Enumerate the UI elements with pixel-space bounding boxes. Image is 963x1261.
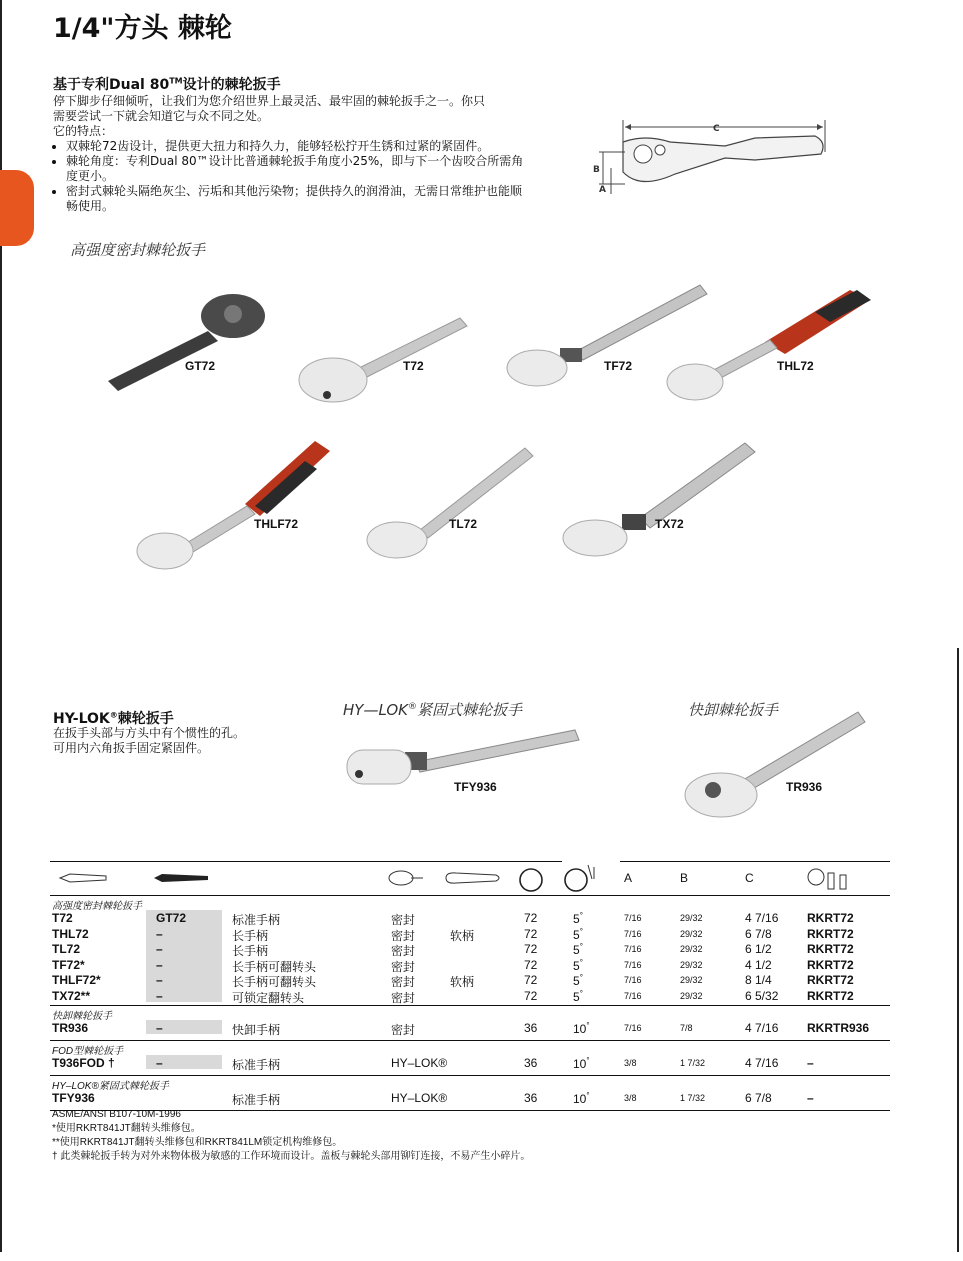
feature-item: • 双棘轮72齿设计，提供更大扭力和持久力，能够轻松拧开生锈和过紧的紧固件。 — [66, 139, 533, 154]
table-cell-handle: 快卸手柄 — [232, 1023, 281, 1037]
header-sealed-head-icon — [387, 869, 425, 887]
ratchet-tl72-image — [365, 440, 540, 560]
table-cell-a: 7/16 — [624, 1023, 642, 1033]
intro-body — [53, 94, 533, 214]
table-cell-model: THL72 — [52, 926, 89, 941]
intro-line-2: 需要尝试一下就会知道它与众不同之处。 — [53, 109, 270, 123]
table-cell-handle: 标准手柄 — [232, 1058, 281, 1072]
table-cell-alt: – — [156, 1021, 163, 1035]
section-tab-marker — [0, 170, 34, 246]
table-cell-seal: 密封 — [391, 928, 416, 943]
table-cell-seal: 密封 — [391, 975, 416, 989]
ratchet-thlf72-image — [135, 436, 335, 571]
table-cell-c: 6 5/32 — [745, 988, 779, 1003]
table-cell-handle: 长手柄可翻转头 — [232, 975, 317, 989]
hylok-body — [53, 726, 245, 756]
table-cell-angle: 10° — [573, 1091, 590, 1106]
table-cell-c: 4 7/16 — [745, 1021, 779, 1035]
table-cell-model: TL72 — [52, 942, 81, 956]
table-cell-seal: 密封 — [391, 913, 416, 927]
table-cell-teeth: 72 — [524, 942, 538, 956]
table-cell-grip: 软柄 — [450, 975, 475, 989]
feature-item: • 棘轮角度：专利Dual 80™设计比普通棘轮扳手角度小25%，即与下一个齿咬合所需角度更小。 — [66, 154, 533, 184]
table-cell-a: 7/16 — [624, 944, 642, 954]
table-cell-a: 7/16 — [624, 975, 642, 985]
page-border-right — [957, 648, 959, 1252]
hylok-line-1: 在扳手头部与方头中有个惯性的孔。 — [53, 726, 246, 740]
table-cell-angle: 5° — [573, 988, 583, 1004]
table-cell-b: 29/32 — [680, 975, 703, 985]
table-cell-seal: 密封 — [391, 1023, 416, 1037]
tool-label-tfy936: TFY936 — [454, 780, 497, 794]
ratchet-t72-image — [295, 310, 475, 410]
quick-release-subhead: 快卸棘轮扳手 — [688, 701, 779, 719]
spec-table — [50, 861, 890, 1111]
header-col-a: A — [624, 871, 633, 885]
hylok-subhead: HY—LOK®紧固式棘轮扳手 — [343, 701, 522, 719]
table-cell-model: T72 — [52, 911, 73, 925]
intro-title: 基于专利Dual 80™设计的棘轮扳手 — [53, 76, 281, 93]
header-soft-grip-icon — [442, 869, 504, 887]
table-cell-alt: GT72 — [156, 911, 187, 925]
table-cell-handle: 可锁定翻转头 — [232, 990, 305, 1005]
header-teeth-icon — [518, 867, 544, 893]
dimension-diagram — [585, 112, 835, 202]
table-cell-model: THLF72* — [52, 973, 101, 987]
table-cell-b: 29/32 — [680, 944, 703, 954]
footnotes — [52, 1108, 530, 1164]
header-col-c: C — [745, 871, 754, 885]
table-cell-teeth: 36 — [524, 1056, 538, 1070]
hylok-title: HY-LOK®棘轮扳手 — [53, 710, 174, 727]
table-cell-alt: – — [156, 988, 163, 1003]
table-cell-teeth: 72 — [524, 957, 538, 972]
feature-list — [53, 139, 533, 214]
table-cell-b: 1 7/32 — [680, 1093, 706, 1103]
table-group-title: HY–LOK®紧固式棘轮扳手 — [52, 1081, 169, 1092]
hylok-line-2: 可用内六角扳手固定紧固件。 — [53, 741, 210, 755]
table-cell-b: 29/32 — [680, 913, 703, 923]
table-cell-angle: 5° — [573, 942, 583, 957]
feature-item: • 密封式棘轮头隔绝灰尘、污垢和其他污染物；提供持久的润滑油，无需日常维护也能顺畅使用。 — [66, 184, 533, 214]
header-col-b: B — [680, 871, 689, 885]
table-cell-teeth: 72 — [524, 911, 538, 925]
table-group-title: FOD型棘轮扳手 — [52, 1046, 124, 1057]
footnote-dagger: † 此类棘轮扳手转为对外来物体极为敏感的工作环境而设计。盖板与棘轮头部用铆钉连接，不易产生小碎片。 — [52, 1151, 531, 1162]
table-cell-c: 6 7/8 — [745, 1091, 772, 1105]
table-cell-teeth: 36 — [524, 1091, 538, 1105]
table-cell-angle: 5° — [573, 957, 583, 973]
table-cell-kit: RKRT72 — [807, 942, 854, 956]
table-cell-seal: 密封 — [391, 990, 416, 1005]
footnote-double-star: **使用RKRT841JT翻转头维修包和RKRT841LM锁定机构维修包。 — [52, 1137, 343, 1148]
table-cell-kit: RKRT72 — [807, 988, 854, 1003]
table-group-title: 高强度密封棘轮扳手 — [52, 901, 142, 912]
table-cell-alt: – — [156, 1056, 163, 1070]
table-cell-c: 4 7/16 — [745, 911, 779, 925]
table-cell-kit: RKRT72 — [807, 926, 854, 941]
table-cell-seal: 密封 — [391, 944, 416, 958]
dim-label-a: A — [599, 185, 606, 195]
section-heading-sealed: 高强度密封棘轮扳手 — [70, 241, 206, 259]
table-cell-handle: 标准手柄 — [232, 913, 281, 927]
table-cell-c: 4 1/2 — [745, 957, 772, 972]
table-cell-model: TX72** — [52, 988, 91, 1003]
table-cell-kit: RKRT72 — [807, 957, 854, 972]
table-cell-handle: 长手柄可翻转头 — [232, 959, 317, 974]
table-cell-teeth: 36 — [524, 1021, 538, 1035]
table-cell-seal: 密封 — [391, 959, 416, 974]
ratchet-tx72-image — [560, 438, 760, 563]
table-cell-kit: RKRT72 — [807, 973, 854, 987]
tool-label-tf72: TF72 — [604, 359, 633, 373]
tool-label-tx72: TX72 — [655, 517, 684, 531]
header-gunmetal-ratchet-icon — [152, 871, 210, 885]
table-cell-angle: 5° — [573, 926, 583, 942]
table-cell-b: 29/32 — [680, 990, 703, 1001]
ratchet-thl72-image — [665, 282, 875, 407]
footnote-single-star: *使用RKRT841JT翻转头维修包。 — [52, 1123, 201, 1134]
ratchet-gt72-image — [98, 286, 278, 396]
tool-label-thlf72: THLF72 — [254, 517, 299, 531]
tool-label-thl72: THL72 — [777, 359, 814, 373]
table-cell-handle: 长手柄 — [232, 928, 269, 943]
header-repair-kit-icon — [806, 865, 856, 893]
table-cell-kit: – — [807, 1056, 814, 1070]
tool-label-tr936: TR936 — [786, 780, 823, 794]
table-cell-teeth: 72 — [524, 926, 538, 941]
table-cell-model: TFY936 — [52, 1091, 95, 1105]
table-cell-kit: RKRT72 — [807, 911, 854, 925]
table-cell-angle: 10° — [573, 1056, 590, 1071]
table-cell-seal: HY–LOK® — [391, 1091, 448, 1105]
table-cell-b: 7/8 — [680, 1023, 693, 1033]
table-cell-a: 7/16 — [624, 959, 642, 970]
table-cell-alt: – — [156, 926, 163, 941]
intro-line-3: 它的特点： — [53, 124, 114, 138]
table-cell-alt: – — [156, 942, 163, 956]
tool-label-gt72: GT72 — [185, 359, 216, 373]
table-cell-teeth: 72 — [524, 973, 538, 987]
page-title: 1/4"方头 棘轮 — [53, 13, 232, 44]
header-standard-ratchet-icon — [58, 871, 108, 885]
table-cell-angle: 5° — [573, 973, 583, 988]
table-group-title: 快卸棘轮扳手 — [52, 1011, 112, 1022]
table-cell-b: 29/32 — [680, 959, 703, 970]
table-cell-handle: 标准手柄 — [232, 1093, 281, 1107]
intro-line-1: 停下脚步仔细倾听，让我们为您介绍世界上最灵活、最牢固的棘轮扳手之一。你只 — [53, 94, 486, 108]
ratchet-tr936-image — [683, 710, 873, 825]
dim-label-c: C — [713, 124, 720, 134]
table-cell-c: 6 1/2 — [745, 942, 772, 956]
table-cell-a: 7/16 — [624, 913, 642, 923]
table-cell-teeth: 72 — [524, 988, 538, 1003]
table-cell-seal: HY–LOK® — [391, 1056, 448, 1070]
tool-label-t72: T72 — [403, 359, 424, 373]
table-cell-grip: 软柄 — [450, 928, 475, 943]
header-swing-angle-icon — [562, 863, 602, 893]
table-cell-a: 7/16 — [624, 928, 642, 939]
table-cell-alt: – — [156, 957, 163, 972]
table-cell-handle: 长手柄 — [232, 944, 269, 958]
table-cell-b: 29/32 — [680, 928, 703, 939]
table-cell-angle: 5° — [573, 911, 583, 926]
table-cell-model: TR936 — [52, 1021, 89, 1035]
table-cell-alt: – — [156, 973, 163, 987]
table-cell-a: 3/8 — [624, 1093, 637, 1103]
table-cell-c: 8 1/4 — [745, 973, 772, 987]
table-cell-a: 7/16 — [624, 990, 642, 1001]
tool-label-tl72: TL72 — [449, 517, 478, 531]
table-cell-c: 6 7/8 — [745, 926, 772, 941]
table-cell-angle: 10° — [573, 1021, 590, 1036]
group-divider — [50, 1075, 890, 1076]
table-cell-b: 1 7/32 — [680, 1058, 706, 1068]
table-cell-kit: – — [807, 1091, 814, 1105]
dim-label-b: B — [593, 165, 600, 175]
group-divider — [50, 1005, 890, 1006]
table-cell-a: 3/8 — [624, 1058, 637, 1068]
table-cell-model: T936FOD † — [52, 1056, 115, 1070]
table-cell-model: TF72* — [52, 957, 85, 972]
footnote-standard: ASME/ANSI B107-10M-1996 — [52, 1109, 181, 1120]
group-divider — [50, 1040, 890, 1041]
table-cell-kit: RKRTR936 — [807, 1021, 870, 1035]
table-cell-c: 4 7/16 — [745, 1056, 779, 1070]
